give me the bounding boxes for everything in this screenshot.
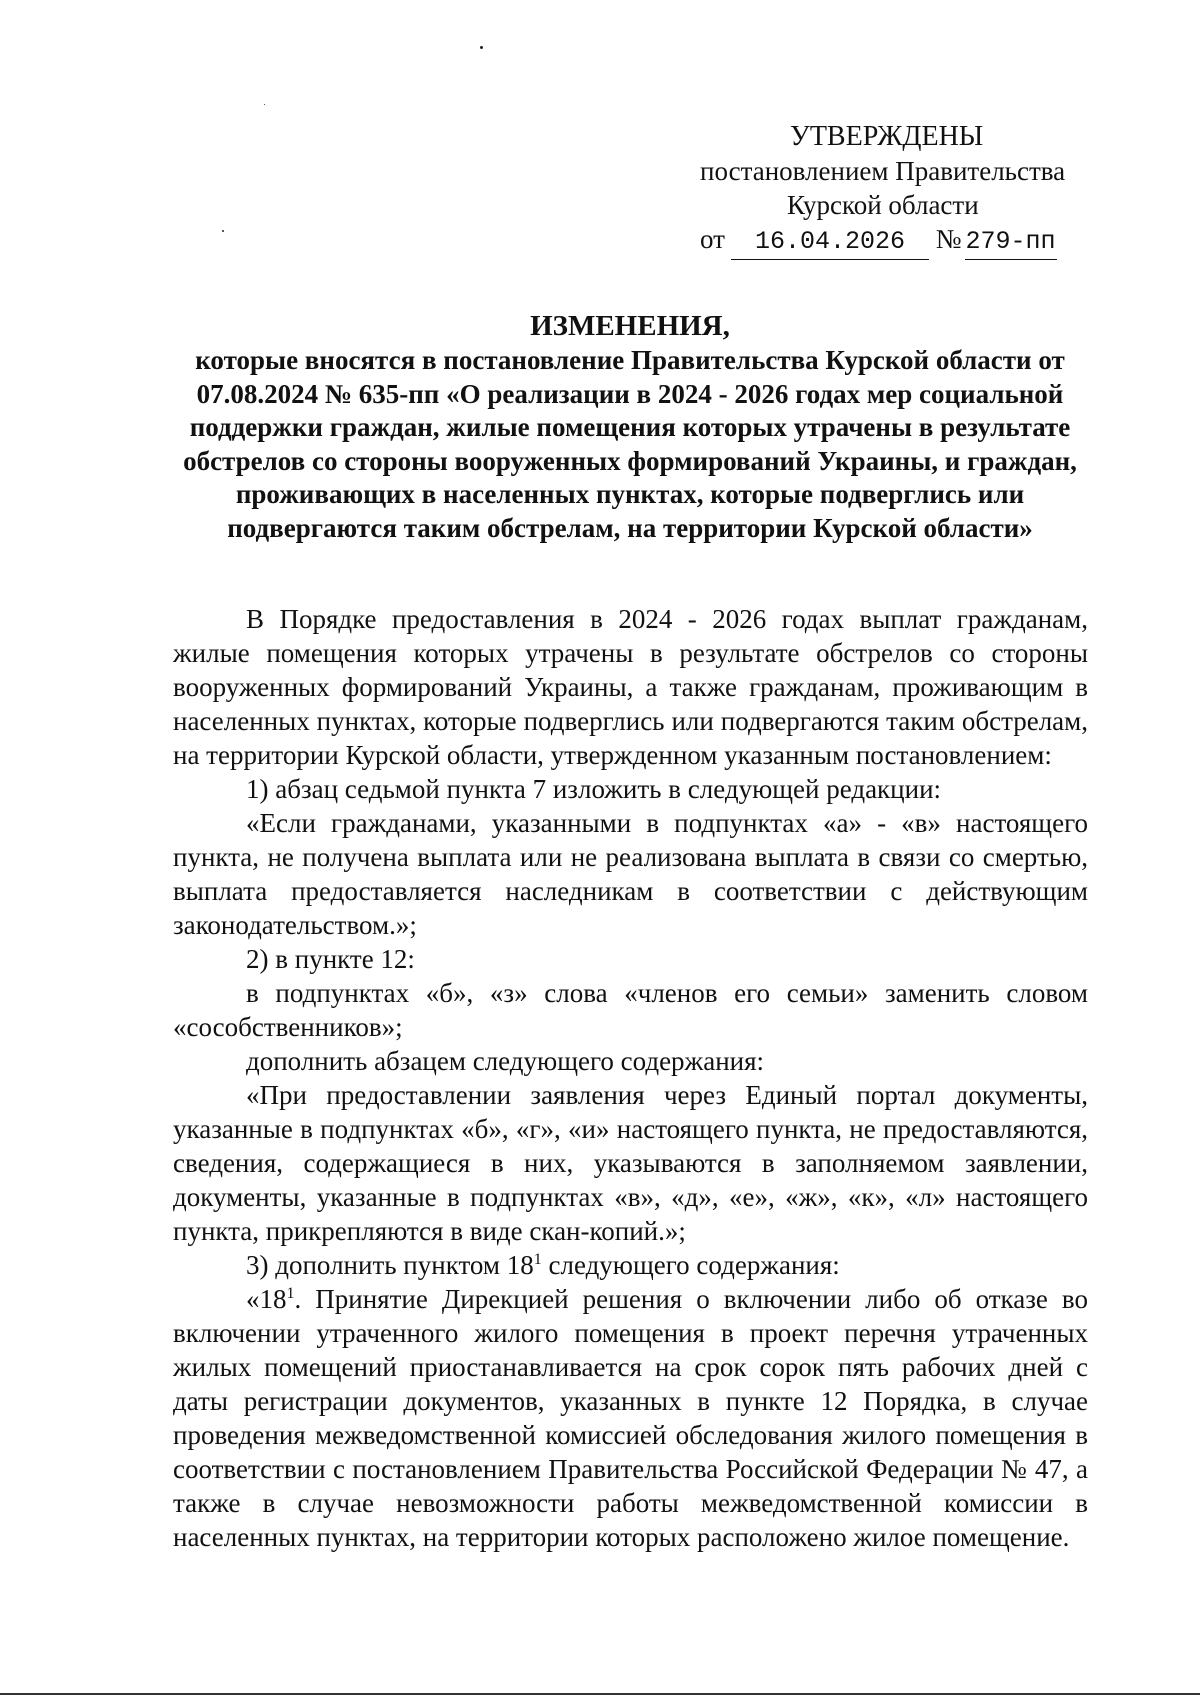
paragraph-item-1: 1) абзац седьмой пункта 7 изложить в следующей редакции:	[246, 774, 942, 804]
quote-3-superscript: 1	[286, 1285, 295, 1302]
scan-speck	[480, 46, 483, 49]
approval-number: 279-пп	[965, 225, 1057, 260]
approval-issuer: постановлением Правительства	[700, 156, 1066, 186]
approval-date: 16.04.2026	[731, 225, 929, 260]
paragraph-quote-2: «При предоставлении заявления через Единый портал документы, указанные в подпунктах «б», «г», «и» настоящего пункта, не предоставляются, сведения, содержащиеся в них, указываются в заполняемом заявлении, документы, указанные в подпунктах «в», «д», «е», «ж», «к», «л» настоящего пункта, прикрепляются в виде скан-копий.»;	[173, 1080, 1088, 1246]
approval-region: Курской области	[787, 190, 979, 220]
scan-speck	[264, 104, 265, 105]
item-3-text: 3) дополнить пунктом 18	[246, 1250, 534, 1280]
paragraph-subitems: в подпунктах «б», «з» слова «членов его семьи» заменить словом «сособственников»;	[173, 978, 1088, 1042]
document-heading	[160, 308, 1100, 546]
number-prefix: №	[935, 224, 962, 254]
paragraph-intro: В Порядке предоставления в 2024 - 2026 годах выплат гражданам, жилые помещения которых утрачены в результате обстрелов со стороны вооруженных формирований Украины, а также гражданам, проживающим в населенных пунктах, которые подверглись или подвергаются таким обстрелам, на территории Курской области, утвержденном указанным постановлением:	[173, 604, 1088, 770]
quote-3-start: «18	[246, 1284, 287, 1314]
document-body	[173, 602, 1088, 1554]
paragraph-item-3	[173, 1248, 1088, 1282]
heading-title: ИЗМЕНЕНИЯ,	[530, 310, 730, 342]
scan-bottom-edge	[0, 1693, 1200, 1695]
scan-speck	[222, 230, 224, 232]
item-3-text-end: следующего содержания:	[541, 1250, 840, 1280]
heading-subtitle: которые вносятся в постановление Правительства Курской области от 07.08.2024 № 635-пп «О реализации в 2024 - 2026 годах мер социальной поддержки граждан, жилые помещения которых утрачены в результате обстрелов со стороны вооруженных формирований Украины, и граждан, проживающих в населенных пунктах, которые подверглись или подвергаются таким обстрелам, на территории Курской области»	[183, 345, 1077, 543]
paragraph-item-2: 2) в пункте 12:	[246, 944, 415, 974]
item-3-superscript: 1	[533, 1251, 542, 1268]
paragraph-quote-3	[173, 1282, 1088, 1554]
quote-3-text: . Принятие Дирекцией решения о включении либо об отказе во включении утраченного жилого помещения в проект перечня утраченных жилых помещений приостанавливается на срок сорок пять рабочих дней с даты регистрации документов, указанных в пункте 12 Порядка, в случае проведения межведомственной комиссией обследования жилого помещения в соответствии с постановлением Правительства Российской Федерации № 47, а также в случае невозможности работы межведомственной комиссии в населенных пунктах, на территории которых расположено жилое помещение.	[173, 1284, 1088, 1552]
paragraph-add: дополнить абзацем следующего содержания:	[246, 1046, 765, 1076]
paragraph-quote-1: «Если гражданами, указанными в подпунктах «а» - «в» настоящего пункта, не получена выплата или не реализована выплата в связи со смертью, выплата предоставляется наследникам в соответствии с действующим законодательством.»;	[173, 808, 1088, 940]
approval-date-number	[700, 222, 1057, 260]
approval-status: УТВЕРЖДЕНЫ	[790, 121, 984, 152]
date-prefix: от	[700, 224, 725, 254]
